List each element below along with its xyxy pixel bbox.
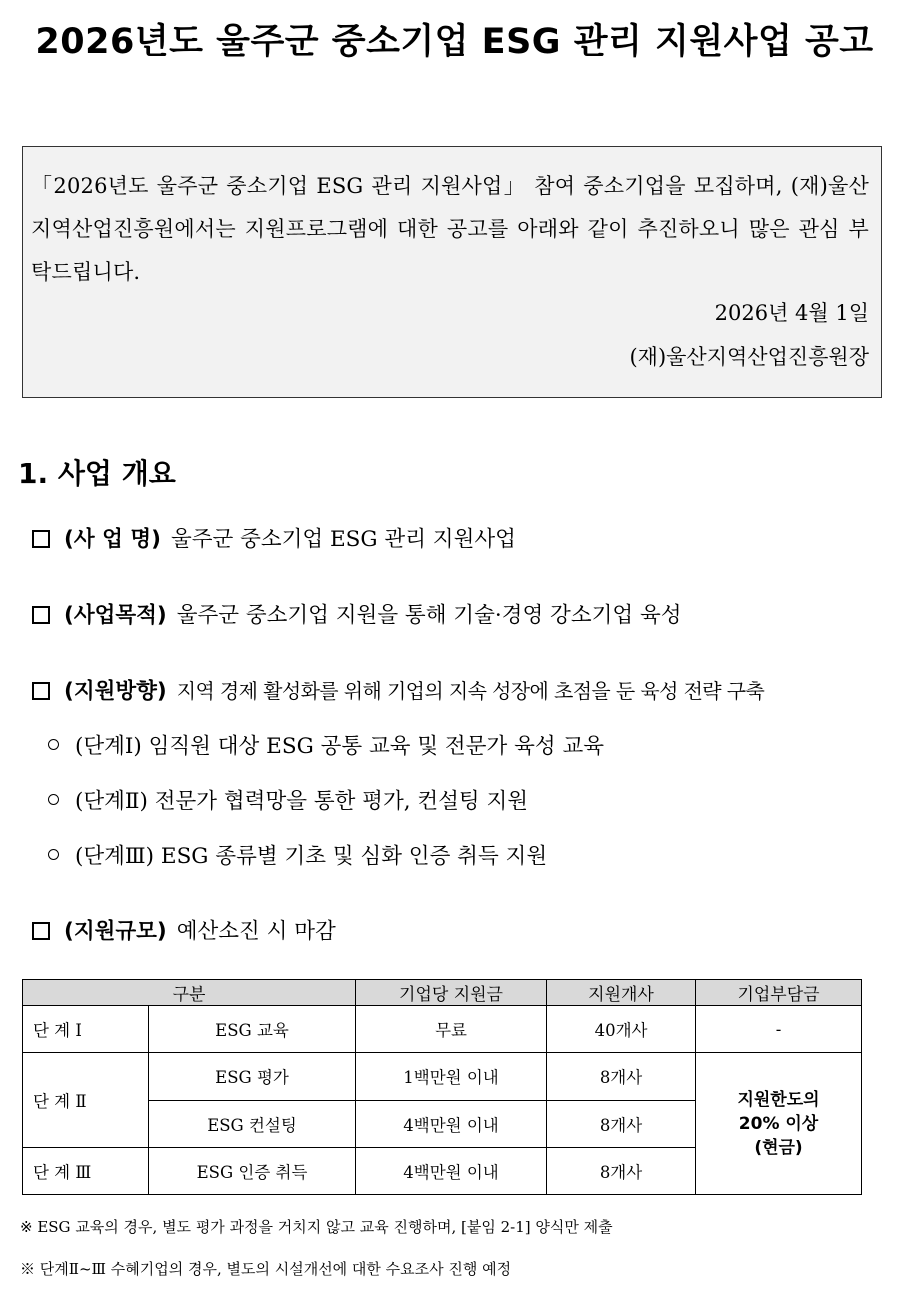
count-cell: 8개사 <box>547 1147 696 1194</box>
item-key: (지원규모) <box>64 919 167 944</box>
count-cell: 40개사 <box>547 1006 696 1053</box>
section-heading: 1. 사업 개요 <box>18 457 176 490</box>
stage-list-item <box>48 729 604 760</box>
header-burden: 기업부담금 <box>696 980 862 1006</box>
overview-item-purpose <box>32 598 682 629</box>
item-value: 울주군 중소기업 지원을 통해 기술·경영 강소기업 육성 <box>176 603 682 628</box>
stage-text: (단계Ⅲ) ESG 종류별 기초 및 심화 인증 취득 지원 <box>75 844 548 869</box>
amount-cell: 4백만원 이내 <box>356 1100 547 1147</box>
item-value: 울주군 중소기업 ESG 관리 지원사업 <box>170 527 516 552</box>
burden-line: 지원한도의 <box>737 1089 820 1110</box>
checkbox-square-icon <box>32 682 50 700</box>
item-value: 예산소진 시 마감 <box>176 919 336 944</box>
overview-item-scale <box>32 914 336 945</box>
burden-line: 20% 이상 <box>738 1113 819 1134</box>
stage-list-item <box>48 839 547 870</box>
overview-item-direction <box>32 674 764 705</box>
circle-bullet-icon <box>48 849 59 860</box>
program-cell: ESG 교육 <box>149 1006 356 1053</box>
amount-cell: 1백만원 이내 <box>356 1053 547 1100</box>
item-key: (사업목적) <box>64 603 167 628</box>
amount-cell: 4백만원 이내 <box>356 1147 547 1194</box>
stage-list-item <box>48 784 528 815</box>
footnote: ※ 단계Ⅱ~Ⅲ 수혜기업의 경우, 별도의 시설개선에 대한 수요조사 진행 예정 <box>20 1260 512 1278</box>
page-title: 2026년도 울주군 중소기업 ESG 관리 지원사업 공고 <box>35 22 874 62</box>
notice-date: 2026년 4월 1일 <box>714 301 869 325</box>
burden-cell: - <box>696 1006 862 1053</box>
checkbox-square-icon <box>32 922 50 940</box>
header-category: 구분 <box>23 980 356 1006</box>
checkbox-square-icon <box>32 606 50 624</box>
burden-line: (현금) <box>754 1137 803 1158</box>
footnote: ※ ESG 교육의 경우, 별도 평가 과정을 거치지 않고 교육 진행하며, [붙임 2-1] 양식만 제출 <box>20 1218 613 1236</box>
count-cell: 8개사 <box>547 1100 696 1147</box>
stage-label: 단 계 Ⅱ <box>23 1053 149 1147</box>
item-value: 지역 경제 활성화를 위해 기업의 지속 성장에 초점을 둔 육성 전략 구축 <box>176 679 765 703</box>
notice-body: 「2026년도 울주군 중소기업 ESG 관리 지원사업」 참여 중소기업을 모집하며, (재)울산지역산업진흥원에서는 지원프로그램에 대한 공고를 아래와 같이 추진하오니 많은 관심 부탁드립니다. <box>31 174 869 284</box>
notice-signature: (재)울산지역산업진흥원장 <box>629 345 869 369</box>
program-cell: ESG 컨설팅 <box>149 1100 356 1147</box>
header-count: 지원개사 <box>547 980 696 1006</box>
burden-merged-cell <box>696 1053 862 1195</box>
checkbox-square-icon <box>32 530 50 548</box>
overview-item-name <box>32 522 516 553</box>
amount-cell: 무료 <box>356 1006 547 1053</box>
table-header-row <box>23 980 862 1006</box>
notice-box <box>22 146 882 398</box>
item-key: (사 업 명) <box>64 527 161 552</box>
stage-label: 단 계 Ⅰ <box>23 1006 149 1053</box>
support-table <box>22 979 862 1195</box>
program-cell: ESG 인증 취득 <box>149 1147 356 1194</box>
circle-bullet-icon <box>48 739 59 750</box>
table-row <box>23 1053 862 1100</box>
circle-bullet-icon <box>48 794 59 805</box>
stage-text: (단계Ⅰ) 임직원 대상 ESG 공통 교육 및 전문가 육성 교육 <box>75 734 604 759</box>
program-cell: ESG 평가 <box>149 1053 356 1100</box>
count-cell: 8개사 <box>547 1053 696 1100</box>
stage-label: 단 계 Ⅲ <box>23 1147 149 1194</box>
item-key: (지원방향) <box>64 679 167 704</box>
header-amount: 기업당 지원금 <box>356 980 547 1006</box>
stage-text: (단계Ⅱ) 전문가 협력망을 통한 평가, 컨설팅 지원 <box>75 789 529 814</box>
table-row <box>23 1006 862 1053</box>
